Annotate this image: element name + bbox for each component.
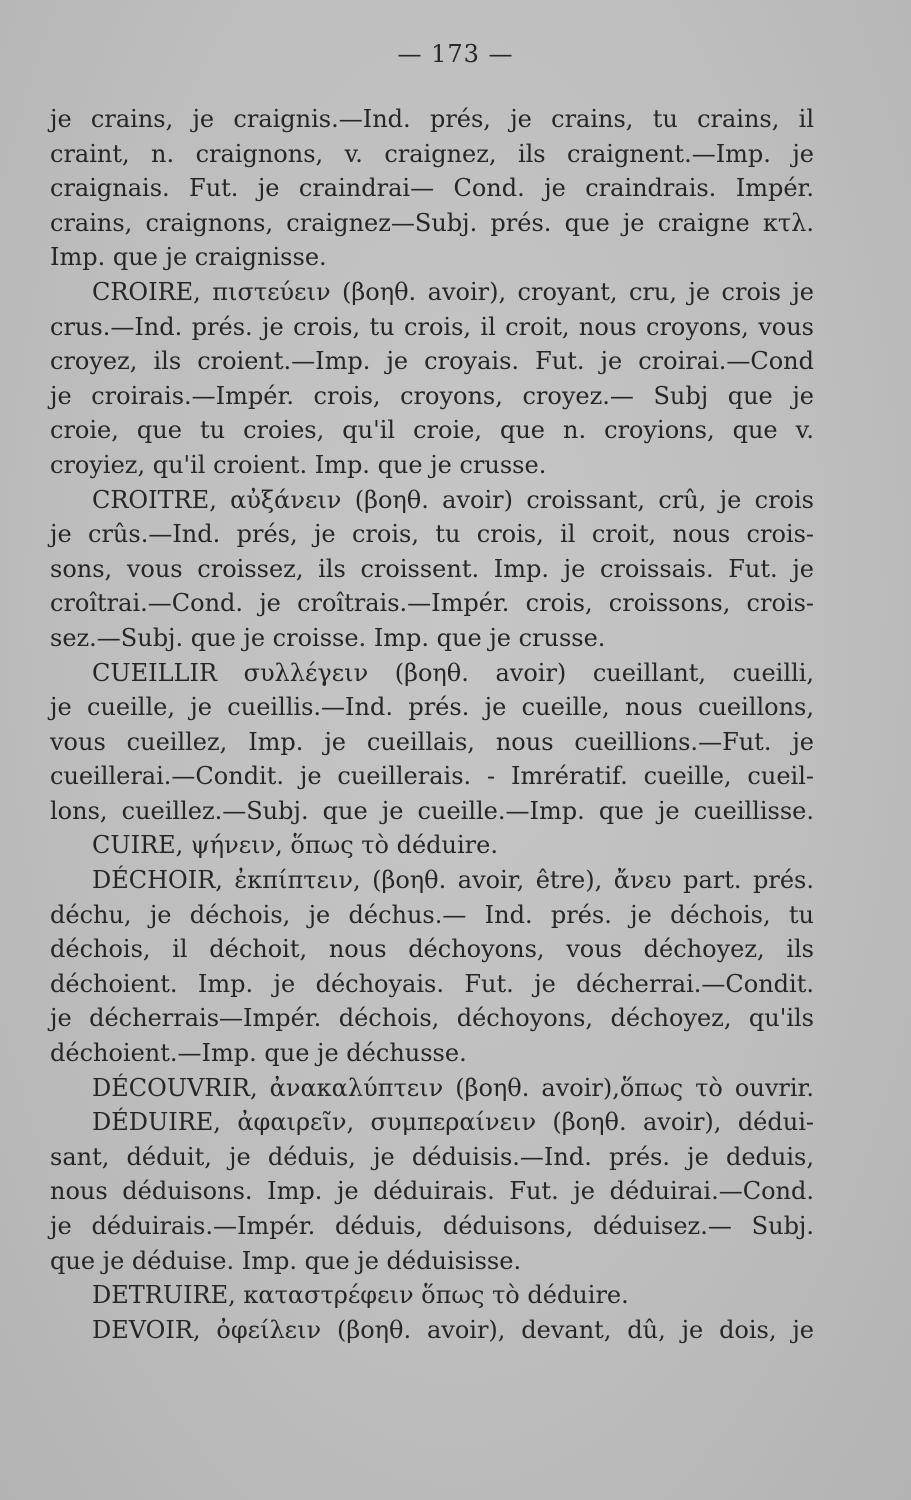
- text-line: sons, vous croissez, ils croissent. Imp. je croissais. Fut. je: [50, 554, 814, 583]
- text-line: croyez, ils croient.—Imp. je croyais. Fut. je croirai.—Cond: [50, 347, 814, 376]
- text-line: déchoient. Imp. je déchoyais. Fut. je décherrai.—Condit.: [50, 969, 814, 998]
- entry-headline: CROIRE, πιστεύειν (βοηθ. avoir), croyant, cru, je crois je: [92, 277, 814, 306]
- entry-headline: DÉDUIRE, ἀφαιρεῖν, συμπεραίνειν (βοηθ. avoir), dédui-: [92, 1108, 814, 1137]
- text-line: craint, n. craignons, v. craignez, ils craignent.—Imp. je: [50, 139, 814, 168]
- entry-headline: CUIRE, ψήνειν, ὅπως τὸ déduire.: [92, 831, 498, 860]
- text-line: je cueille, je cueillis.—Ind. prés. je cueille, nous cueillons,: [50, 693, 814, 722]
- text-line: sez.—Subj. que je croisse. Imp. que je crusse.: [50, 623, 606, 652]
- text-line: craignais. Fut. je craindrai— Cond. je craindrais. Impér.: [50, 174, 814, 203]
- entry-headline: DÉCOUVRIR, ἀνακαλύπτειν (βοηθ. avoir),ὅπως τὸ ouvrir.: [92, 1073, 814, 1102]
- text-line: lons, cueillez.—Subj. que je cueille.—Imp. que je cueillisse.: [50, 796, 814, 825]
- text-line: je crûs.—Ind. prés, je crois, tu crois, il croit, nous crois-: [50, 520, 814, 549]
- text-line: sant, déduit, je déduis, je déduisis.—Ind. prés. je deduis,: [50, 1142, 814, 1171]
- text-line: déchoient.—Imp. que je déchusse.: [50, 1039, 467, 1068]
- entry-headline: DETRUIRE, καταστρέφειν ὅπως τὸ déduire.: [92, 1281, 629, 1310]
- text-line: crus.—Ind. prés. je crois, tu crois, il croit, nous croyons, vous: [50, 312, 814, 341]
- text-line: je croirais.—Impér. crois, croyons, croyez.— Subj que je: [50, 381, 814, 410]
- dictionary-text-block: [50, 102, 814, 1347]
- entry-headline: DEVOIR, ὀφείλειν (βοηθ. avoir), devant, dû, je dois, je: [92, 1315, 814, 1344]
- text-line: déchois, il déchoit, nous déchoyons, vous déchoyez, ils: [50, 935, 814, 964]
- text-line: Imp. que je craignisse.: [50, 243, 327, 272]
- text-line: je crains, je craignis.—Ind. prés, je crains, tu crains, il: [50, 105, 814, 133]
- text-line: crains, craignons, craignez—Subj. prés. que je craigne κτλ.: [50, 208, 814, 237]
- text-line: vous cueillez, Imp. je cueillais, nous cueillions.—Fut. je: [50, 727, 814, 756]
- text-line: croîtrai.—Cond. je croîtrais.—Impér. crois, croissons, crois-: [50, 589, 814, 618]
- page-number: — 173 —: [397, 40, 514, 68]
- text-line: je déduirais.—Impér. déduis, déduisons, déduisez.— Subj.: [50, 1212, 814, 1240]
- text-line: je décherrais—Impér. déchois, déchoyons, déchoyez, qu'ils: [50, 1004, 814, 1033]
- entry-headline: CROITRE, αὐξάνειν (βοηθ. avoir) croissant, crû, je crois: [92, 485, 814, 514]
- text-line: croyiez, qu'il croient. Imp. que je crusse.: [50, 450, 547, 479]
- entry-headline: DÉCHOIR, ἐκπίπτειν, (βοηθ. avoir, être), ἄνευ part. prés.: [92, 866, 814, 895]
- text-line: que je déduise. Imp. que je déduisisse.: [50, 1246, 522, 1275]
- text-line: cueillerai.—Condit. je cueillerais. - Imrératif. cueille, cueil-: [50, 762, 814, 791]
- text-line: déchu, je déchois, je déchus.— Ind. prés. je déchois, tu: [50, 900, 814, 929]
- text-line: nous déduisons. Imp. je déduirais. Fut. je déduirai.—Cond.: [50, 1177, 814, 1206]
- entry-headline: CUEILLIR συλλέγειν (βοηθ. avoir) cueillant, cueilli,: [92, 658, 814, 687]
- text-line: croie, que tu croies, qu'il croie, que n. croyions, que v.: [50, 416, 814, 445]
